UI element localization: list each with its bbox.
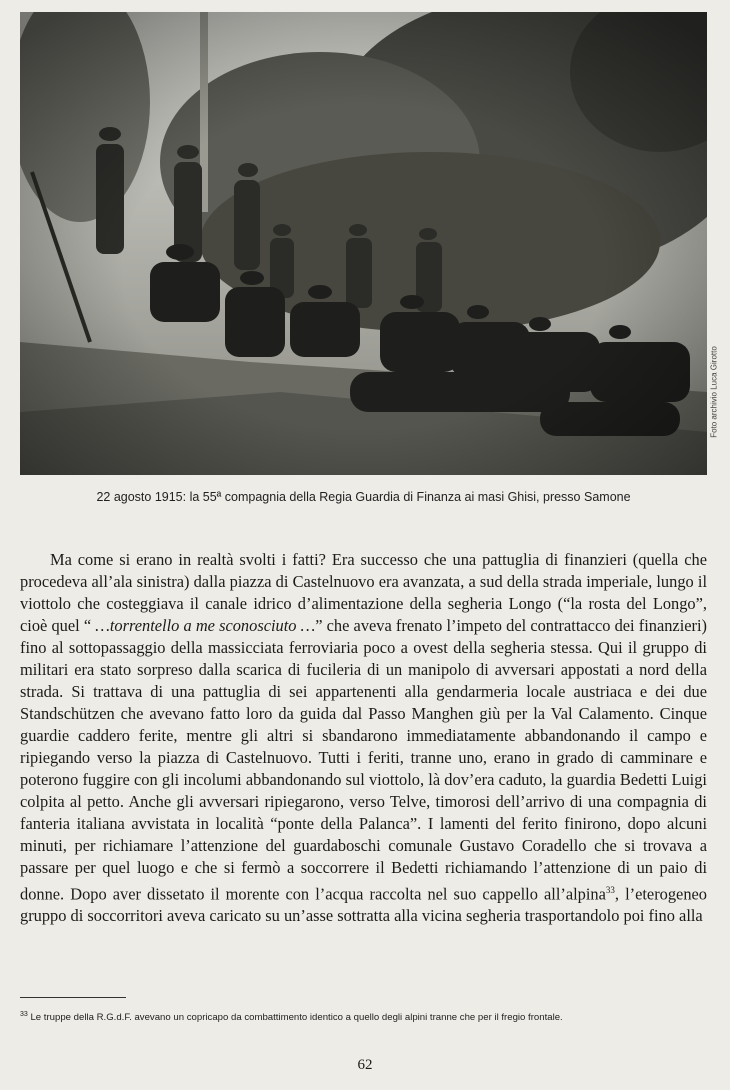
footnote bbox=[20, 1011, 720, 1023]
photo-caption: 22 agosto 1915: la 55ª compagnia della Regia Guardia di Finanza ai masi Ghisi, presso Samone bbox=[96, 490, 631, 504]
body-text bbox=[20, 549, 707, 927]
photo-credit-text: Foto archivio Luca Girotto bbox=[709, 346, 719, 438]
page-number: 62 bbox=[357, 1057, 373, 1073]
body-text-part2: ” che aveva frenato l’impeto del contrattacco dei finanzieri) fino al sottopassaggio della massicciata ferroviaria poco a ovest della segheria stessa. Qui il gruppo di militari era stato sorpreso dalla scarica di fucileria di un manipolo di avversari appostati a nord della strada. Si trattava di una pattuglia di sei appartenenti alla gendarmeria locale austriaca e dei due Standschützen che avevano fatto loro da guida dal Passo Manghen giù per la Val Calamento. Cinque guardie caddero ferite, mentre gli altri si sbandarono immediatamente abbandonando il campo e ripiegando verso la piazza di Castelnuovo. Tutti i feriti, tranne uno, erano in grado di camminare e poterono fuggire con gli incolumi abbandonando sul viottolo, là dov’era caduto, la guardia Bedetti Luigi colpita al petto. Anche gli avversari ripiegarono, verso Telve, timorosi dell’arrivo di una compagnia di fanteria italiana avvistata in località “ponte della Palanca”. I lamenti del ferito finirono, dopo alcuni minuti, per richiamare l’attenzione del guardaboschi comunale Gustavo Coradello che si trovava a passare per quel luogo e che si fermò a soccorrere il Bedetti richiamando l’attenzione di un paio di donne. Dopo aver dissetato il morente con l’acqua raccolta nel suo cappello all’alpina bbox=[20, 616, 707, 904]
photo-illustration bbox=[20, 12, 707, 475]
historical-photo bbox=[20, 12, 707, 475]
body-text-quote: …torrentello a me sconosciuto … bbox=[95, 616, 316, 635]
footnote-text: Le truppe della R.G.d.F. avevano un copricapo da combattimento identico a quello degli alpini tranne che per il fregio frontale. bbox=[27, 1012, 563, 1024]
footnote-number: 33 bbox=[20, 1011, 28, 1018]
body-text-part3: , l’eterogeneo gruppo di soccorritori aveva caricato su un’asse sottratta alla vicina segheria trasportandolo poi fino alla bbox=[20, 884, 707, 926]
body-text-part1: Ma come si erano in realtà svolti i fatti? Era successo che una pattuglia di finanzieri (quella che procedeva all’ala sinistra) dalla piazza di Castelnuovo era avanzata, a sud della strada imperiale, lungo il viottolo che costeggiava il canale idrico d’alimentazione della segheria Longo (“la rosta del Longo”, cioè quel “ bbox=[20, 550, 707, 635]
footnote-divider bbox=[20, 997, 126, 998]
body-paragraph bbox=[20, 549, 707, 927]
photo-credit bbox=[704, 332, 724, 452]
footnote-reference: 33 bbox=[605, 885, 615, 895]
